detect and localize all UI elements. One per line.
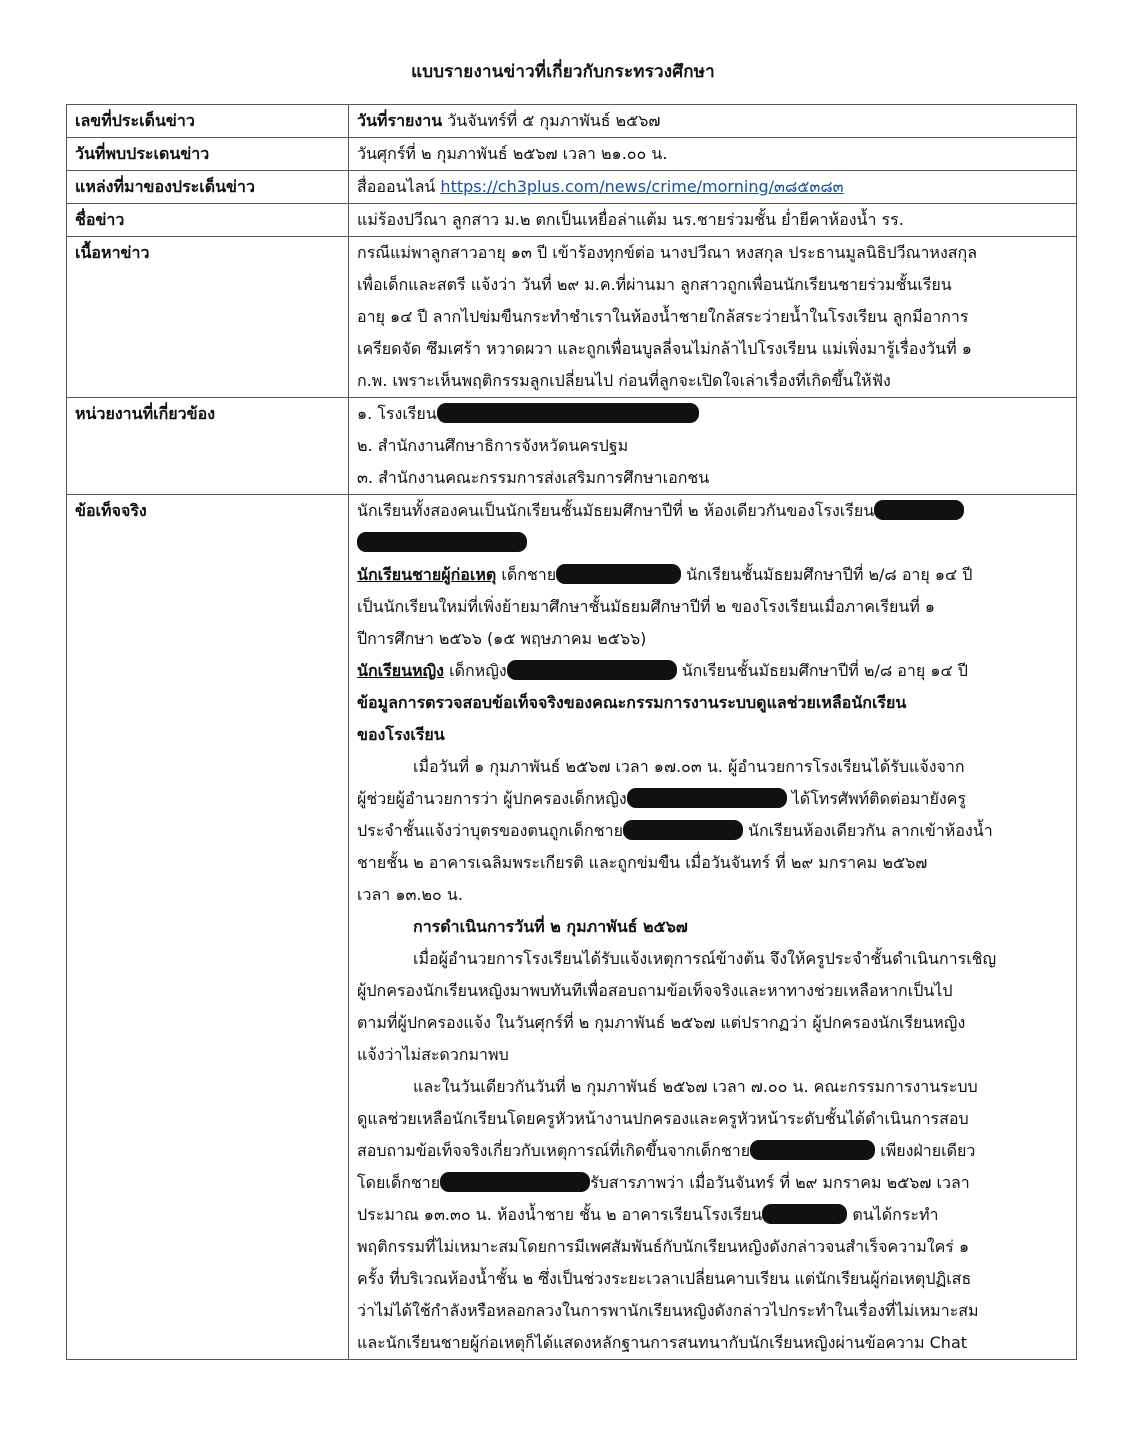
facts-text: นักเรียนชั้นมัธยมศึกษาปีที่ ๒/๘ อายุ ๑๔ ปี <box>681 661 968 680</box>
content-line: เครียดจัด ซึมเศร้า หวาดผวา และถูกเพื่อนบูลลี่จนไม่กล้าไปโรงเรียน แม่เพิ่งมารู้เรื่องวันที่ ๑ <box>357 339 972 358</box>
source-prefix: สื่อออนไลน์ <box>357 177 436 196</box>
facts-text: ประจำชั้นแจ้งว่าบุตรของตนถูกเด็กชาย <box>357 821 623 840</box>
redaction-mark <box>556 564 681 584</box>
facts-text: นักเรียนชั้นมัธยมศึกษาปีที่ ๒/๘ อายุ ๑๔ ปี <box>686 565 973 584</box>
agency-item: ๒. สำนักงานศึกษาธิการจังหวัดนครปฐม <box>357 436 629 455</box>
row-agencies <box>67 398 1077 495</box>
content-line: ก.พ. เพราะเห็นพฤติกรรมลูกเปลี่ยนไป ก่อนที่ลูกจะเปิดใจเล่าเรื่องที่เกิดขึ้นให้ฟัง <box>357 371 891 390</box>
boy-label: นักเรียนชายผู้ก่อเหตุ <box>357 565 497 584</box>
report-date-value: วันจันทร์ที่ ๕ กุมภาพันธ์ ๒๕๖๗ <box>447 111 661 130</box>
row-facts <box>67 495 1077 1360</box>
facts-text: นักเรียนห้องเดียวกัน ลากเข้าห้องน้ำ <box>748 821 993 840</box>
facts-text: ตนได้กระทำ <box>852 1205 939 1224</box>
facts-text: เพียงฝ่ายเดียว <box>880 1141 976 1160</box>
facts-text: เด็กชาย <box>501 565 557 584</box>
redaction-mark <box>623 820 743 840</box>
facts-line: เมื่อวันที่ ๑ กุมภาพันธ์ ๒๕๖๗ เวลา ๑๗.๐๓ น. ผู้อำนวยการโรงเรียนได้รับแจ้งจาก <box>413 757 965 776</box>
value-found-date: วันศุกร์ที่ ๒ กุมภาพันธ์ ๒๕๖๗ เวลา ๒๑.๐๐ น. <box>349 138 1077 171</box>
redaction-mark <box>357 532 527 552</box>
row-source <box>67 171 1077 204</box>
facts-line <box>357 815 1068 847</box>
value-report-date <box>349 105 1077 138</box>
facts-text: เด็กหญิง <box>449 661 507 680</box>
document-title: แบบรายงานข่าวที่เกี่ยวกับกระทรวงศึกษา <box>411 62 715 82</box>
row-found-date <box>67 138 1077 171</box>
facts-line: เป็นนักเรียนใหม่ที่เพิ่งย้ายมาศึกษาชั้นมัธยมศึกษาปีที่ ๒ ของโรงเรียนเมื่อภาคเรียนที่ ๑ <box>357 597 936 616</box>
facts-line: เวลา ๑๓.๒๐ น. <box>357 885 463 904</box>
facts-line: และนักเรียนชายผู้ก่อเหตุก็ได้แสดงหลักฐานการสนทนากับนักเรียนหญิงผ่านข้อความ Chat <box>357 1333 968 1352</box>
label-found-date: วันที่พบประเดนข่าว <box>67 138 349 171</box>
facts-line: ปีการศึกษา ๒๕๖๖ (๑๕ พฤษภาคม ๒๕๖๖) <box>357 629 647 648</box>
value-agencies <box>349 398 1077 495</box>
value-content <box>349 237 1077 398</box>
report-table <box>66 104 1077 1360</box>
value-headline: แม่ร้องปวีณา ลูกสาว ม.๒ ตกเป็นเหยื่อล่าแต้ม นร.ชายร่วมชั้น ย่ำยีคาห้องน้ำ รร. <box>349 204 1077 237</box>
label-issue-no: เลขที่ประเด็นข่าว <box>67 105 349 138</box>
redaction-mark <box>437 403 699 423</box>
facts-line <box>357 495 1068 527</box>
facts-text: สอบถามข้อเท็จจริงเกี่ยวกับเหตุการณ์ที่เกิดขึ้นจากเด็กชาย <box>357 1141 751 1160</box>
facts-line: ผู้ปกครองนักเรียนหญิงมาพบทันทีเพื่อสอบถามข้อเท็จจริงและหาทางช่วยเหลือหากเป็นไป <box>357 981 953 1000</box>
value-source <box>349 171 1077 204</box>
facts-line <box>357 1199 1068 1231</box>
agency-item <box>357 398 1068 430</box>
facts-text: ผู้ช่วยผู้อำนวยการว่า ผู้ปกครองเด็กหญิง <box>357 789 627 808</box>
agency-item: ๓. สำนักงานคณะกรรมการส่งเสริมการศึกษาเอกชน <box>357 468 710 487</box>
facts-line: และในวันเดียวกันวันที่ ๒ กุมภาพันธ์ ๒๕๖๗ เวลา ๗.๐๐ น. คณะกรรมการงานระบบ <box>413 1077 978 1096</box>
redaction-mark <box>750 1140 875 1160</box>
facts-line: พฤติกรรมที่ไม่เหมาะสมโดยการมีเพศสัมพันธ์กับนักเรียนหญิงดังกล่าวจนสำเร็จความใคร่ ๑ <box>357 1237 970 1256</box>
facts-line: ว่าไม่ได้ใช้กำลังหรือหลอกลวงในการพานักเรียนหญิงดังกล่าวไปกระทำในเรื่องที่ไม่เหมาะสม <box>357 1301 979 1320</box>
label-source: แหล่งที่มาของประเด็นข่าว <box>67 171 349 204</box>
facts-text: ประมาณ ๑๓.๓๐ น. ห้องน้ำชาย ชั้น ๒ อาคารเรียนโรงเรียน <box>357 1205 763 1224</box>
facts-line: ชายชั้น ๒ อาคารเฉลิมพระเกียรติ และถูกข่มขืน เมื่อวันจันทร์ ที่ ๒๙ มกราคม ๒๕๖๗ <box>357 853 928 872</box>
facts-line: แจ้งว่าไม่สะดวกมาพบ <box>357 1045 509 1064</box>
facts-line <box>357 1135 1068 1167</box>
facts-line <box>357 527 1068 559</box>
facts-line <box>357 783 1068 815</box>
label-headline: ชื่อข่าว <box>67 204 349 237</box>
facts-line: ครั้ง ที่บริเวณห้องน้ำชั้น ๒ ซึ่งเป็นช่วงระยะเวลาเปลี่ยนคาบเรียน แต่นักเรียนผู้ก่อเหตุปฏิเสธ <box>357 1269 972 1288</box>
operation-heading: การดำเนินการวันที่ ๒ กุมภาพันธ์ ๒๕๖๗ <box>413 917 688 936</box>
facts-line <box>357 655 1068 687</box>
report-date-label: วันที่รายงาน <box>357 111 443 130</box>
content-line: กรณีแม่พาลูกสาวอายุ ๑๓ ปี เข้าร้องทุกข์ต่อ นางปวีณา หงสกุล ประธานมูลนิธิปวีณาหงสกุล <box>357 243 978 262</box>
row-content <box>67 237 1077 398</box>
facts-line: ตามที่ผู้ปกครองแจ้ง ในวันศุกร์ที่ ๒ กุมภาพันธ์ ๒๕๖๗ แต่ปรากฏว่า ผู้ปกครองนักเรียนหญิง <box>357 1013 966 1032</box>
facts-text: รับสารภาพว่า เมื่อวันจันทร์ ที่ ๒๙ มกราคม ๒๕๖๗ เวลา <box>590 1173 970 1192</box>
redaction-mark <box>507 660 677 680</box>
facts-text: โดยเด็กชาย <box>357 1173 441 1192</box>
facts-line <box>357 1167 1068 1199</box>
facts-text: ได้โทรศัพท์ติดต่อมายังครู <box>791 789 966 808</box>
row-issue-no <box>67 105 1077 138</box>
redaction-mark <box>440 1172 590 1192</box>
facts-line: ดูแลช่วยเหลือนักเรียนโดยครูหัวหน้างานปกครองและครูหัวหน้าระดับชั้นได้ดำเนินการสอบ <box>357 1109 969 1128</box>
agency-item-text: ๑. โรงเรียน <box>357 404 437 423</box>
content-line: เพื่อเด็กและสตรี แจ้งว่า วันที่ ๒๙ ม.ค.ที่ผ่านมา ลูกสาวถูกเพื่อนนักเรียนชายร่วมชั้นเรียน <box>357 275 952 294</box>
label-agencies: หน่วยงานที่เกี่ยวข้อง <box>67 398 349 495</box>
source-link[interactable]: https://ch3plus.com/news/crime/morning/๓๘๕๓๘๓ <box>440 177 844 196</box>
facts-line <box>357 559 1068 591</box>
label-facts: ข้อเท็จจริง <box>67 495 349 1360</box>
girl-label: นักเรียนหญิง <box>357 661 444 680</box>
facts-line: เมื่อผู้อำนวยการโรงเรียนได้รับแจ้งเหตุการณ์ข้างต้น จึงให้ครูประจำชั้นดำเนินการเชิญ <box>413 949 997 968</box>
label-content: เนื้อหาข่าว <box>67 237 349 398</box>
committee-heading: ของโรงเรียน <box>357 725 445 744</box>
redaction-mark <box>627 788 787 808</box>
redaction-mark <box>874 500 964 520</box>
committee-heading: ข้อมูลการตรวจสอบข้อเท็จจริงของคณะกรรมการงานระบบดูแลช่วยเหลือนักเรียน <box>357 693 907 712</box>
row-headline <box>67 204 1077 237</box>
redaction-mark <box>762 1204 847 1224</box>
content-line: อายุ ๑๔ ปี ลากไปข่มขืนกระทำชำเราในห้องน้ำชายใกล้สระว่ายน้ำในโรงเรียน ลูกมีอาการ <box>357 307 969 326</box>
value-facts <box>349 495 1077 1360</box>
facts-text: นักเรียนทั้งสองคนเป็นนักเรียนชั้นมัธยมศึกษาปีที่ ๒ ห้องเดียวกันของโรงเรียน <box>357 501 875 520</box>
